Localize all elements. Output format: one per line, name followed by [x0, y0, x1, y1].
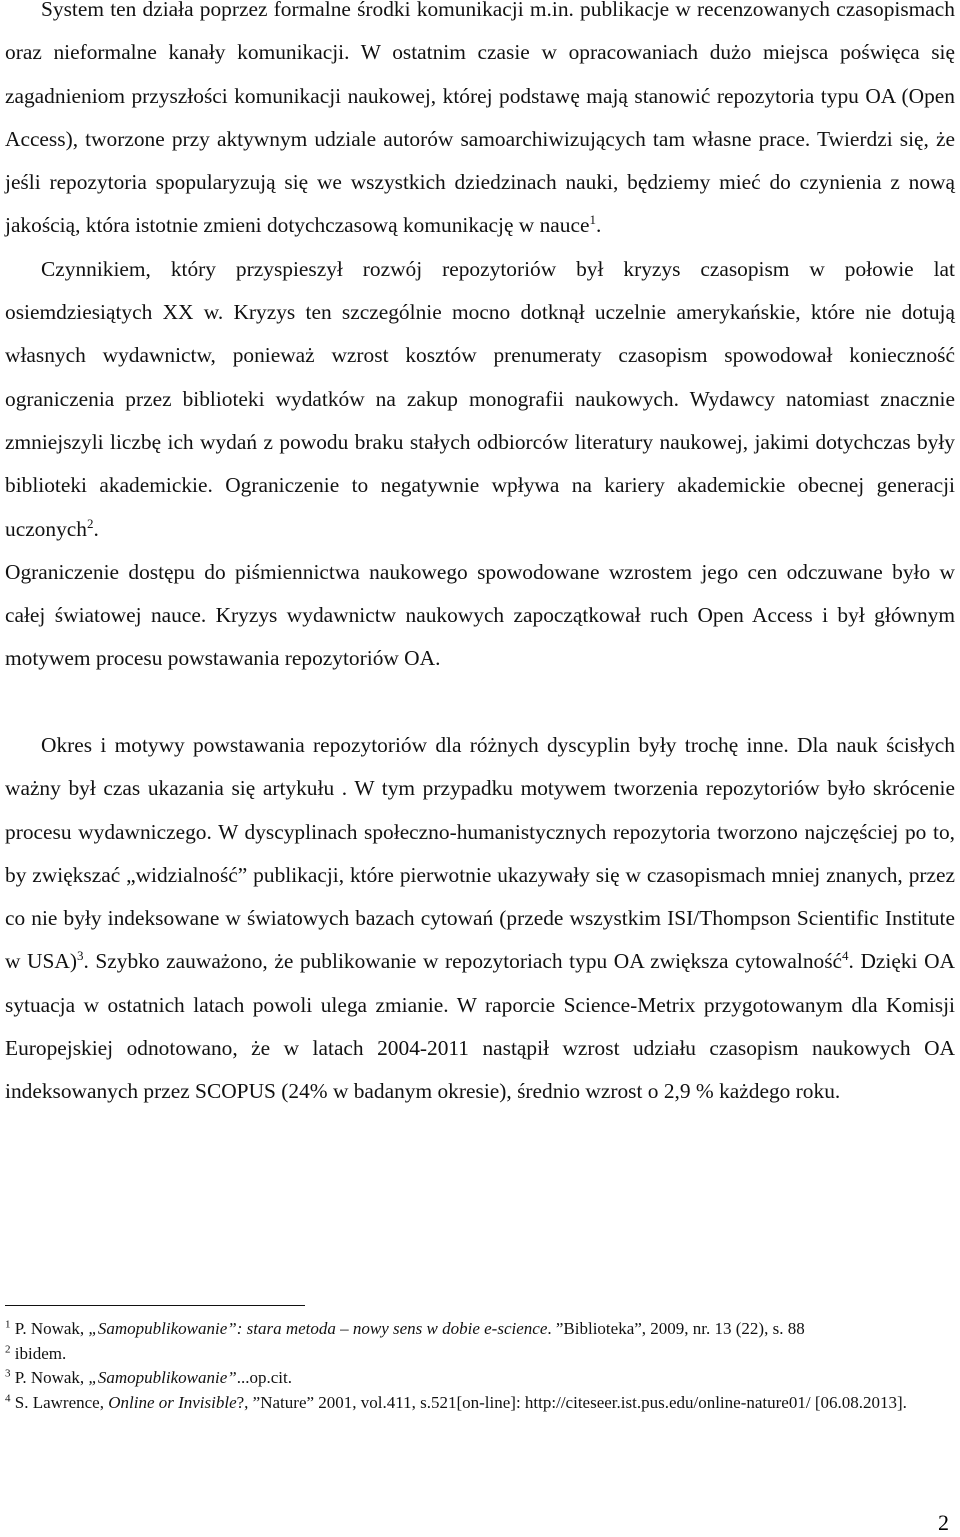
footnote-ref-3[interactable]: 3 [76, 948, 84, 964]
footnote-title: „Samopublikowanie”: stara metoda – nowy sens w dobie e-science [88, 1319, 548, 1338]
footnote-text: S. Lawrence, [10, 1392, 109, 1412]
paragraph-text: . Dzięki OA sytuacja w ostatnich latach powoli ulega zmianie. W raporcie Science-Metrix przygotowanym dla Komisji Europejskiej odnotowano, że w latach 2004-2011 nastąpił wzrost udziału czasopism naukowych OA indeksowanych przez SCOPUS (24% w badanym okresie), średnio wzrost o 2,9 % każdego roku. [5, 949, 955, 1104]
footnote-text: P. Nowak, [10, 1319, 89, 1338]
footnote-title: „Samopublikowanie” [88, 1368, 237, 1387]
footnote-title: Online or Invisible [108, 1392, 237, 1412]
body-paragraph-1 [5, 0, 955, 681]
footnote-3 [5, 1366, 955, 1391]
footnote-ref-1[interactable]: 1 [589, 212, 596, 228]
footnote-number: 2 [5, 1342, 11, 1355]
footnote-ref-2[interactable]: 2 [86, 515, 94, 531]
footnote-number: 4 [5, 1391, 11, 1404]
footnote-4 [5, 1391, 955, 1416]
footnote-number: 1 [5, 1318, 11, 1331]
paragraph-text: . [93, 516, 99, 541]
footnote-number: 3 [5, 1367, 11, 1380]
page-number: 2 [938, 1510, 949, 1535]
paragraph-text: Okres i motywy powstawania repozytoriów dla różnych dyscyplin były trochę inne. Dla nauk ścisłych ważny był czas ukazania się artykułu . W tym przypadku motywem tworzenia repozytoriów było skrócenie procesu wydawniczego. W dyscyplinach społeczno-humanistycznych repozytoria tworzono najczęściej po to, by zwiększać „widzialność” publikacji, które pierwotnie ukazywały się w czasopismach mniej znanych, przez co nie były indeksowane w światowych bazach cytowań (przede wszystkim ISI/Thompson Scientific Institute w USA) [5, 733, 955, 974]
footnote-text: ibidem. [10, 1343, 67, 1363]
body-paragraph-2 [5, 724, 955, 1114]
paragraph-text: System ten działa poprzez formalne środki komunikacji m.in. publikacje w recenzowanych czasopismach oraz nieformalne kanały komunikacji. W ostatnim czasie w opracowaniach dużo miejsca poświęca się zagadnieniom przyszłości komunikacji naukowej, której podstawę mają stanowić repozytoria typu OA (Open Access), tworzone przy aktywnym udziale autorów samoarchiwizujących tam własne prace. Twierdzi się, że jeśli repozytoria spopularyzują się we wszystkich dziedzinach nauki, będziemy mieć do czynienia z nową jakością, która istotnie zmieni dotychczasową komunikację w nauce [5, 0, 955, 238]
footnote-2 [5, 1342, 955, 1367]
footnote-separator [5, 1305, 305, 1306]
paragraph-text: Ograniczenie dostępu do piśmiennictwa naukowego spowodowane wzrostem jego cen odczuwane było w całej światowej nauce. Kryzys wydawnictw naukowych zapoczątkował ruch Open Access i był głównym motywem procesu powstawania repozytoriów OA. [5, 559, 955, 671]
footnote-1 [5, 1317, 955, 1342]
footnote-text: P. Nowak, [10, 1368, 89, 1387]
paragraph-text: Czynnikiem, który przyspieszył rozwój repozytoriów był kryzys czasopism w połowie lat osiemdziesiątych XX w. Kryzys ten szczególnie mocno dotknął uczelnie amerykańskie, które nie dotują własnych wydawnictw, ponieważ wzrost kosztów prenumeraty czasopism spowodował konieczność ograniczenia przez biblioteki wydatków na zakup monografii naukowych. Wydawcy natomiast znacznie zmniejszyli liczbę ich wydań z powodu braku stałych odbiorców literatury naukowej, jakimi dotychczas były biblioteki akademickie. Ograniczenie to negatywnie wpływa na kariery akademickie obecnej generacji uczonych [5, 256, 955, 541]
footnote-text: ...op.cit. [236, 1368, 292, 1387]
footnotes [5, 1317, 955, 1415]
footnote-ref-4[interactable]: 4 [842, 948, 849, 964]
paragraph-text: . [595, 213, 602, 238]
footnote-text[interactable]: ?, ”Nature” 2001, vol.411, s.521[on-line]: http://citeseer.ist.pus.edu/online-nature01/ [06.08.2013]. [236, 1392, 907, 1412]
footnote-text: . ”Biblioteka”, 2009, nr. 13 (22), s. 88 [547, 1319, 805, 1338]
paragraph-text: . Szybko zauważono, że publikowanie w repozytoriach typu OA zwiększa cytowalność [83, 949, 843, 974]
